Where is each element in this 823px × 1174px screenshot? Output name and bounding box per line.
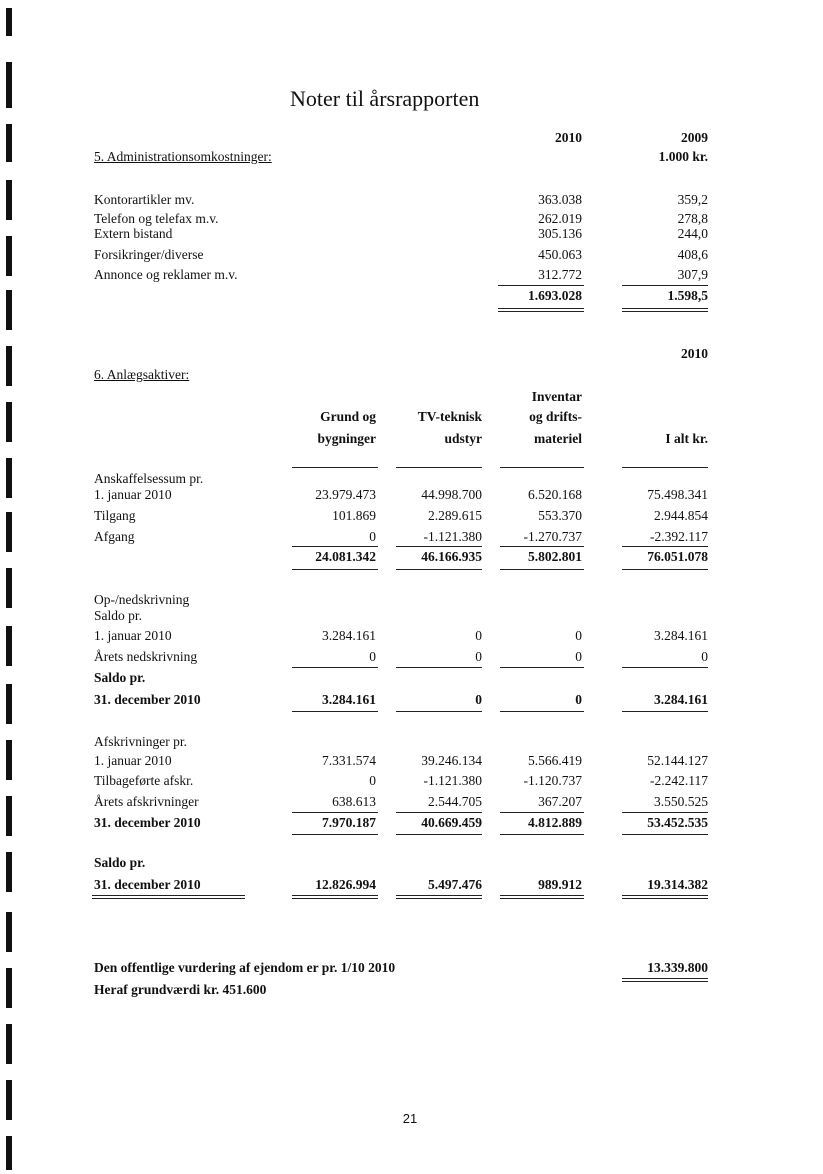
- binder-mark: [6, 968, 12, 1008]
- binder-mark: [6, 912, 12, 952]
- col4-header: I alt kr.: [665, 431, 708, 446]
- note6-heading: 6. Anlægsaktiver:: [94, 367, 190, 382]
- cell-total: 5.497.476: [428, 877, 482, 892]
- cell: 0: [701, 649, 708, 664]
- row-label: Kontorartikler mv.: [94, 192, 195, 207]
- binder-mark: [6, 1080, 12, 1120]
- cell: 44.998.700: [421, 487, 482, 502]
- value-2009: 359,2: [677, 192, 708, 207]
- total-rule: [622, 711, 708, 712]
- afgang-label: Afgang: [94, 529, 135, 544]
- nedskriv-saldo-label-2: Saldo pr.: [94, 670, 146, 685]
- cell: 75.498.341: [647, 487, 708, 502]
- subtotal-rule: [396, 546, 482, 547]
- afskriv-total-label: 31. december 2010: [94, 815, 201, 830]
- cell-total: 53.452.535: [647, 815, 708, 830]
- subtotal-rule: [498, 285, 584, 286]
- cell: 2.544.705: [428, 794, 482, 809]
- total-rule: [292, 569, 378, 570]
- cell: 638.613: [332, 794, 376, 809]
- note6-year: 2010: [681, 346, 708, 361]
- cell: 553.370: [538, 508, 582, 523]
- header-rule: [500, 467, 584, 468]
- valuation-amount: 13.339.800: [647, 960, 708, 975]
- nedskriv-saldo-date: 31. december 2010: [94, 692, 201, 707]
- col3-header-line1: Inventar: [531, 389, 582, 404]
- subtotal-rule: [622, 546, 708, 547]
- cell: 2.944.854: [654, 508, 708, 523]
- cell: -1.121.380: [423, 773, 482, 788]
- binder-mark: [6, 402, 12, 442]
- cell-total: 76.051.078: [647, 549, 708, 564]
- cell: 23.979.473: [315, 487, 376, 502]
- cell: 0: [369, 649, 376, 664]
- subtotal-rule: [622, 812, 708, 813]
- cell-total: 24.081.342: [315, 549, 376, 564]
- row-label: Annonce og reklamer m.v.: [94, 267, 238, 282]
- cell: 0: [369, 529, 376, 544]
- page-number: 21: [402, 1111, 418, 1126]
- subtotal-rule: [396, 667, 482, 668]
- unit-label: 1.000 kr.: [658, 149, 708, 164]
- cell-total: 46.166.935: [421, 549, 482, 564]
- binder-mark: [6, 458, 12, 498]
- subtotal-rule: [500, 667, 584, 668]
- nedskriv-label: Op-/nedskrivning: [94, 592, 190, 607]
- cell: 0: [575, 628, 582, 643]
- cell: 101.869: [332, 508, 376, 523]
- tilbage-label: Tilbageførte afskr.: [94, 773, 194, 788]
- cell-total: 0: [475, 692, 482, 707]
- note5-heading: 5. Administrationsomkostninger:: [94, 149, 272, 164]
- total-double-rule: [292, 895, 378, 899]
- cell: -2.242.117: [650, 773, 708, 788]
- cell: 39.246.134: [421, 753, 482, 768]
- aarets-afskriv-label: Årets afskrivninger: [94, 794, 199, 809]
- cell: 2.289.615: [428, 508, 482, 523]
- row-label: Extern bistand: [94, 226, 173, 241]
- cell: 7.331.574: [322, 753, 376, 768]
- subtotal-rule: [292, 546, 378, 547]
- col3-header-line2: og drifts-: [529, 409, 582, 424]
- cell-total: 989.912: [538, 877, 582, 892]
- saldo-date-label: 31. december 2010: [94, 877, 201, 892]
- cell: 5.566.419: [528, 753, 582, 768]
- total-rule: [500, 834, 584, 835]
- binder-mark: [6, 290, 12, 330]
- total-double-rule: [622, 308, 708, 312]
- saldo-label: Saldo pr.: [94, 855, 146, 870]
- total-double-rule: [500, 895, 584, 899]
- binder-mark: [6, 180, 12, 220]
- value-2009: 244,0: [677, 226, 708, 241]
- col3-header-line3: materiel: [534, 431, 582, 446]
- total-2010: 1.693.028: [528, 288, 582, 303]
- cell-total: 5.802.801: [528, 549, 582, 564]
- total-rule: [500, 569, 584, 570]
- cell: 367.207: [538, 794, 582, 809]
- binder-mark: [6, 740, 12, 780]
- col1-header-line2: bygninger: [317, 431, 376, 446]
- subtotal-rule: [622, 667, 708, 668]
- total-double-rule: [622, 895, 708, 899]
- total-rule: [622, 569, 708, 570]
- subtotal-rule: [622, 285, 708, 286]
- binder-mark: [6, 1136, 12, 1170]
- cell-total: 19.314.382: [647, 877, 708, 892]
- anskaf-date-label: 1. januar 2010: [94, 487, 172, 502]
- cell: 0: [475, 649, 482, 664]
- cell: 0: [475, 628, 482, 643]
- binder-mark: [6, 796, 12, 836]
- total-double-rule: [92, 895, 245, 899]
- row-label: Forsikringer/diverse: [94, 247, 204, 262]
- binder-mark: [6, 124, 12, 162]
- binder-mark: [6, 346, 12, 386]
- anskaf-label: Anskaffelsessum pr.: [94, 471, 204, 486]
- value-2010: 262.019: [538, 211, 582, 226]
- header-rule: [396, 467, 482, 468]
- afskriv-label: Afskrivninger pr.: [94, 734, 187, 749]
- tilgang-label: Tilgang: [94, 508, 136, 523]
- cell-total: 4.812.889: [528, 815, 582, 830]
- cell: 3.284.161: [654, 628, 708, 643]
- value-2009: 307,9: [677, 267, 708, 282]
- row-label: Telefon og telefax m.v.: [94, 211, 219, 226]
- value-2009: 408,6: [677, 247, 708, 262]
- total-rule: [396, 569, 482, 570]
- total-double-rule: [396, 895, 482, 899]
- cell: -1.120.737: [523, 773, 582, 788]
- cell-total: 3.284.161: [322, 692, 376, 707]
- total-rule: [500, 711, 584, 712]
- cell-total: 7.970.187: [322, 815, 376, 830]
- binder-mark: [6, 512, 12, 552]
- cell-total: 3.284.161: [654, 692, 708, 707]
- binder-mark: [6, 62, 12, 108]
- col2-header-line1: TV-teknisk: [417, 409, 482, 424]
- binder-mark: [6, 568, 12, 608]
- cell: 3.284.161: [322, 628, 376, 643]
- binder-mark: [6, 1024, 12, 1064]
- subtotal-rule: [292, 812, 378, 813]
- col2-header-line2: udstyr: [444, 431, 482, 446]
- valuation-line2: Heraf grundværdi kr. 451.600: [94, 982, 267, 997]
- total-rule: [396, 711, 482, 712]
- binder-mark: [6, 236, 12, 276]
- total-2009: 1.598,5: [667, 288, 708, 303]
- total-rule: [292, 711, 378, 712]
- subtotal-rule: [500, 812, 584, 813]
- total-double-rule: [498, 308, 584, 312]
- binder-mark: [6, 626, 12, 666]
- col1-header-line1: Grund og: [320, 409, 376, 424]
- nedskriv-date-label: 1. januar 2010: [94, 628, 172, 643]
- cell-total: 0: [575, 692, 582, 707]
- aarets-nedskriv-label: Årets nedskrivning: [94, 649, 198, 664]
- page-title: Noter til årsrapporten: [290, 86, 480, 111]
- binder-mark: [6, 852, 12, 892]
- value-2009: 278,8: [677, 211, 708, 226]
- cell: -2.392.117: [650, 529, 708, 544]
- value-2010: 363.038: [538, 192, 582, 207]
- value-2010: 305.136: [538, 226, 582, 241]
- valuation-line1: Den offentlige vurdering af ejendom er pr. 1/10 2010: [94, 960, 396, 975]
- cell: 3.550.525: [654, 794, 708, 809]
- total-double-rule: [622, 978, 708, 982]
- cell: 0: [369, 773, 376, 788]
- cell: 0: [575, 649, 582, 664]
- cell: 6.520.168: [528, 487, 582, 502]
- cell: 52.144.127: [647, 753, 708, 768]
- header-rule: [292, 467, 378, 468]
- cell-total: 40.669.459: [421, 815, 482, 830]
- total-rule: [396, 834, 482, 835]
- subtotal-rule: [292, 667, 378, 668]
- afskriv-date-label: 1. januar 2010: [94, 753, 172, 768]
- subtotal-rule: [500, 546, 584, 547]
- col-header-2009: 2009: [681, 130, 708, 145]
- nedskriv-saldo-label: Saldo pr.: [94, 608, 143, 623]
- value-2010: 312.772: [538, 267, 582, 282]
- value-2010: 450.063: [538, 247, 582, 262]
- subtotal-rule: [396, 812, 482, 813]
- col-header-2010: 2010: [555, 130, 582, 145]
- binder-mark: [6, 8, 12, 36]
- header-rule: [622, 467, 708, 468]
- cell: -1.121.380: [423, 529, 482, 544]
- total-rule: [622, 834, 708, 835]
- cell: -1.270.737: [523, 529, 582, 544]
- cell-total: 12.826.994: [315, 877, 376, 892]
- total-rule: [292, 834, 378, 835]
- binder-mark: [6, 684, 12, 724]
